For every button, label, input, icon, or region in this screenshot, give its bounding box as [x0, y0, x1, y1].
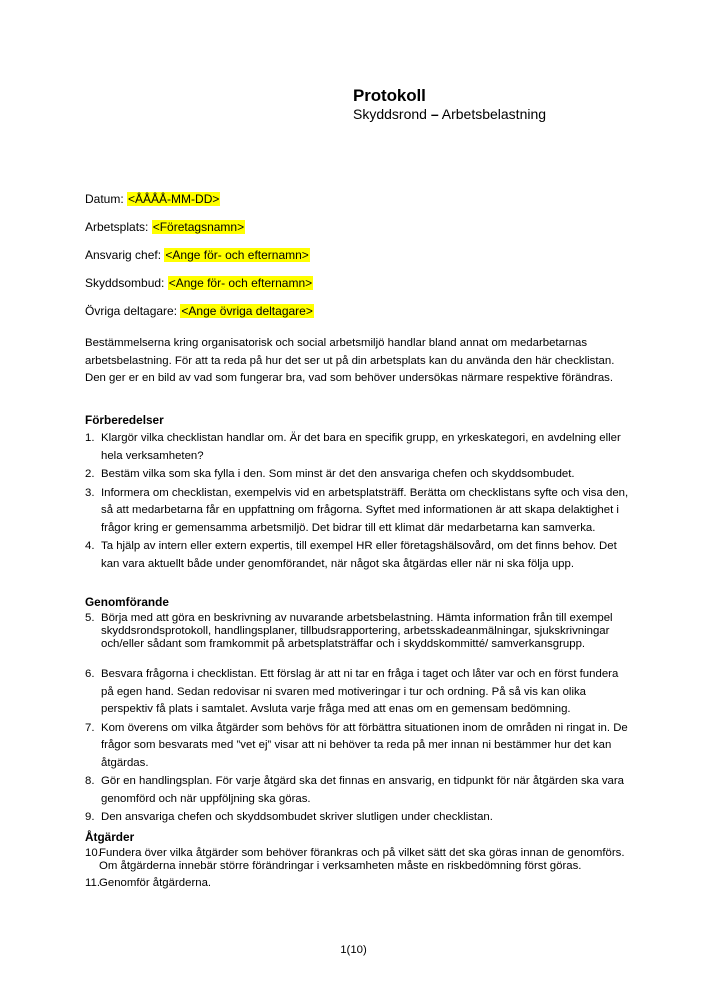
- field-placeholder[interactable]: <Ange för- och efternamn>: [168, 276, 313, 290]
- item-number: 10.: [85, 847, 101, 859]
- field-label: Övriga deltagare:: [85, 304, 178, 318]
- list-item: [85, 847, 630, 873]
- numbered-list: [85, 666, 630, 827]
- numbered-list: [85, 847, 630, 890]
- item-number: 8.: [85, 775, 95, 787]
- section-heading: Förberedelser: [85, 413, 164, 427]
- field-label: Arbetsplats:: [85, 220, 149, 234]
- item-text: Genomför åtgärderna.: [99, 877, 212, 889]
- list-item: [85, 538, 630, 573]
- list-item: [85, 430, 630, 465]
- subtitle-left: Skyddsrond: [353, 106, 427, 122]
- item-number: 11.: [85, 877, 100, 889]
- item-text: Börja med att göra en beskrivning av nuvarande arbetsbelastning. Hämta information från till exempel skyddsrondsprotokoll, handlingsplaner, tillbudsrapportering, arbetsskadeanmälningar, sjukskrivningar och/eller sådant som framkommit på arbetsplatsträffar och i skyddskommitté/ samverkansgrupp.: [101, 612, 613, 650]
- item-number: 4.: [85, 540, 95, 552]
- item-number: 6.: [85, 668, 95, 680]
- page-number: 1(10): [340, 944, 367, 956]
- page-title: Protokoll: [353, 86, 426, 105]
- list-item: [85, 612, 630, 651]
- field-placeholder[interactable]: <Företagsnamn>: [152, 220, 245, 234]
- meta-fields: [85, 191, 314, 331]
- item-number: 3.: [85, 486, 95, 499]
- section-genomforande: [85, 594, 630, 654]
- field-label: Skyddsombud:: [85, 276, 165, 290]
- item-number: 9.: [85, 811, 95, 823]
- field-skyddsombud: [85, 275, 314, 291]
- list-item: [85, 720, 630, 773]
- item-text: Bestäm vilka som ska fylla i den. Som minst är det den ansvariga chefen och skyddsombudet.: [101, 468, 575, 480]
- item-number: 2.: [85, 468, 95, 480]
- list-item: [85, 485, 630, 538]
- list-item: [85, 877, 630, 890]
- item-text: Gör en handlingsplan. För varje åtgärd ska det finnas en ansvarig, en tidpunkt för när åtgärden ska vara genomförd och när uppföljning ska göras.: [101, 775, 625, 805]
- intro-paragraph: Bestämmelserna kring organisatorisk och social arbetsmiljö handlar bland annat om medarbetarnas arbetsbelastning. För att ta reda på hur det ser ut på din arbetsplats kan du använda den här checklistan. Den ger er en bild av vad som fungerar bra, vad som behöver undersökas närmare respektive förändras.: [85, 337, 615, 385]
- section-forberedelser: [85, 412, 630, 574]
- item-number: 1.: [85, 432, 95, 444]
- title-block: [353, 86, 546, 122]
- list-item: [85, 809, 630, 827]
- numbered-list: [85, 430, 630, 573]
- subtitle-dash: –: [430, 106, 439, 122]
- list-item: [85, 773, 630, 808]
- section-heading: Genomförande: [85, 595, 169, 609]
- section-heading: Åtgärder: [85, 830, 135, 844]
- item-number: 5.: [85, 612, 95, 624]
- field-arbetsplats: [85, 219, 314, 235]
- item-text: Klargör vilka checklistan handlar om. Är det bara en specifik grupp, en yrkeskategori, en avdelning eller hela verksamheten?: [101, 432, 621, 462]
- item-text: Kom överens om vilka åtgärder som behövs för att förbättra situationen inom de områden ni ringat in. De frågor som besvarats med ”vet ej” visar att ni behöver ta reda på mer innan ni bestämmer hur det kan åtgärdas.: [101, 721, 628, 769]
- page-subtitle: [353, 106, 546, 122]
- item-text: Ta hjälp av intern eller extern expertis, till exempel HR eller företagshälsovård, om det finns behov. Det kan vara aktuellt både under genomförandet, när något ska åtgärdas eller när ni ska följa upp.: [101, 540, 617, 570]
- list-item: [85, 466, 630, 484]
- item-number: 7.: [85, 721, 95, 734]
- item-text: Fundera över vilka åtgärder som behöver förankras och på vilket sätt det ska göras innan de genomförs. Om åtgärderna innebär större förändringar i verksamheten måste en riskbedömning först göras.: [99, 847, 625, 872]
- section-atgarder: [85, 829, 630, 894]
- field-label: Ansvarig chef:: [85, 248, 162, 262]
- numbered-list: [85, 612, 630, 651]
- field-label: Datum:: [85, 192, 124, 206]
- item-text: Informera om checklistan, exempelvis vid en arbetsplatsträff. Berätta om checklistans syfte och visa den, så att medarbetarna får en uppfattning om frågorna. Syftet med informationen är att skapa delaktighet i frågor kring er gemensamma arbetsmiljö. Det bidrar till ett klimat där medarbetarna kan samverka.: [101, 486, 629, 534]
- field-ansvarig-chef: [85, 247, 314, 263]
- list-item: [85, 666, 630, 719]
- section-genomforande-cont: [85, 666, 630, 828]
- field-placeholder[interactable]: <Ange övriga deltagare>: [181, 304, 313, 318]
- field-placeholder[interactable]: <ÅÅÅÅ-MM-DD>: [128, 192, 220, 206]
- item-text: Den ansvariga chefen och skyddsombudet skriver slutligen under checklistan.: [101, 811, 493, 823]
- field-ovriga-deltagare: [85, 303, 314, 319]
- subtitle-right: Arbetsbelastning: [441, 106, 547, 122]
- field-datum: [85, 191, 314, 207]
- item-text: Besvara frågorna i checklistan. Ett förslag är att ni tar en fråga i taget och låter var och en först fundera på egen hand. Sedan redovisar ni svaren med motiveringar i tur och ordning. På så vis kan olika perspektiv få plats i samtalet. Avsluta varje fråga med att enas om en gemensam bedömning.: [101, 668, 619, 715]
- field-placeholder[interactable]: <Ange för- och efternamn>: [165, 248, 309, 262]
